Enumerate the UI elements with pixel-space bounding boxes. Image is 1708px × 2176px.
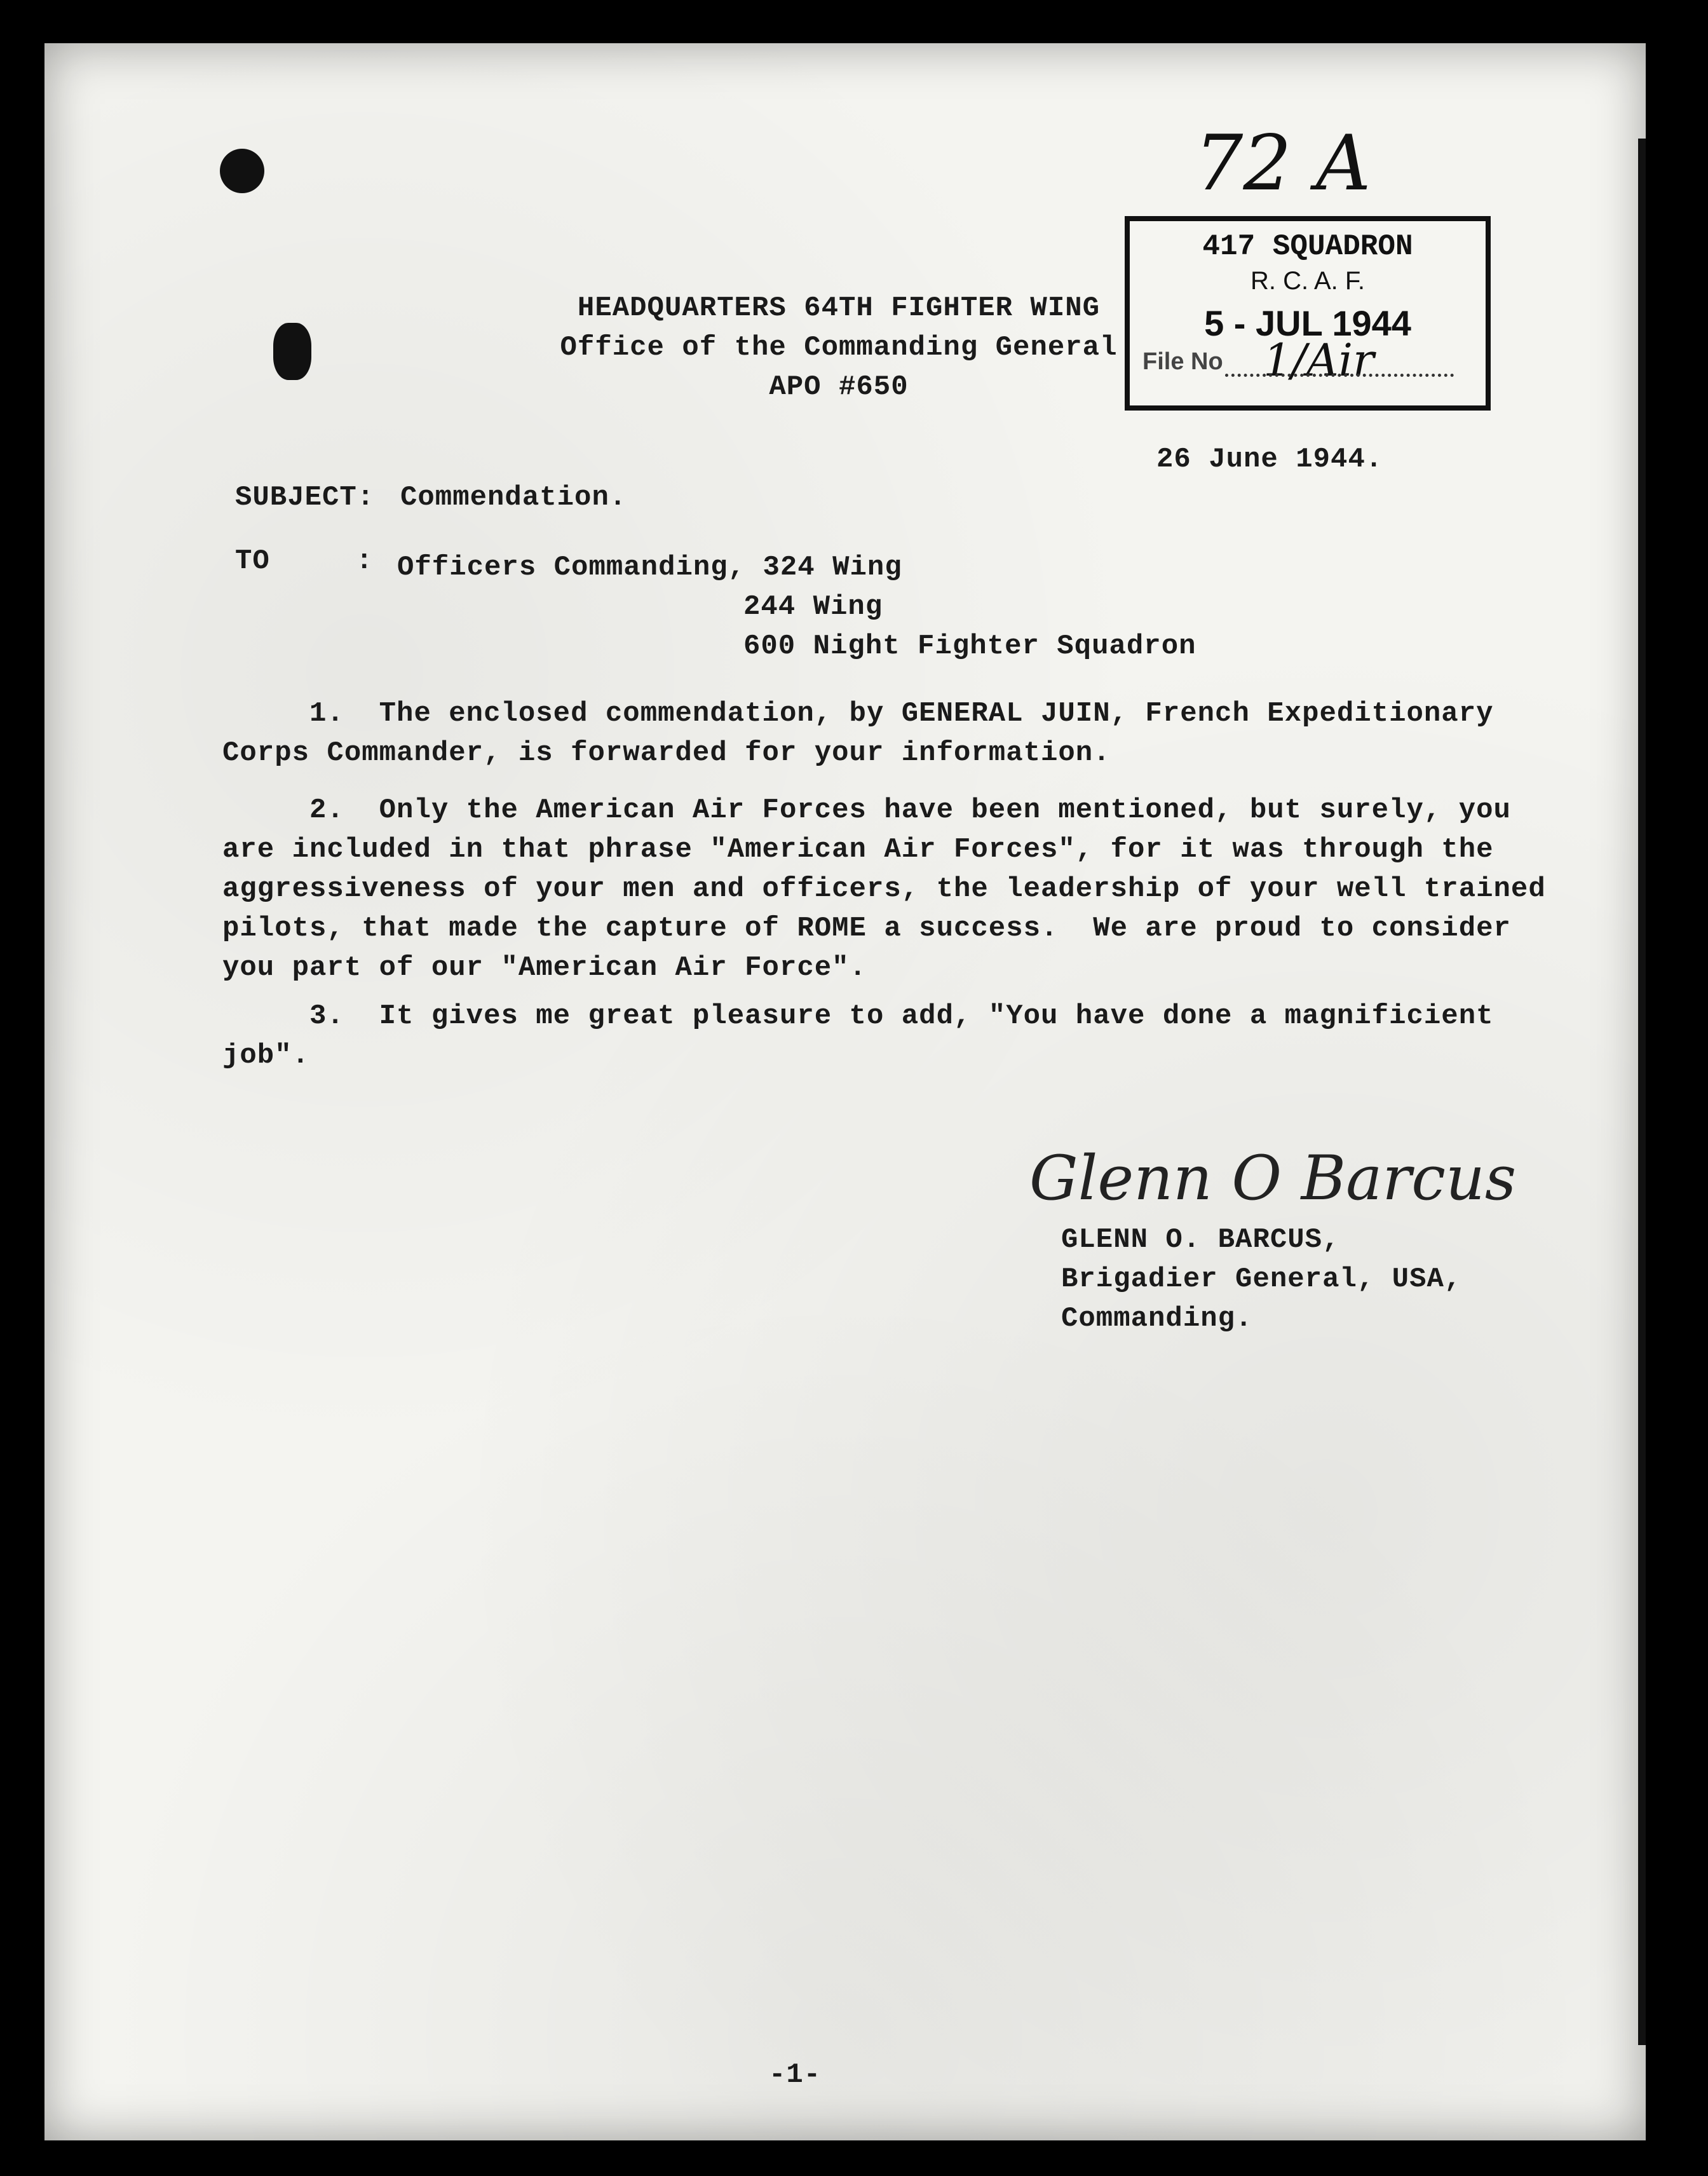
staple-mark xyxy=(273,323,311,380)
document-page xyxy=(44,43,1646,2140)
handwritten-file-mark: 72 A xyxy=(1195,119,1371,208)
paragraph-1: 1. The enclosed commendation, by GENERAL JUIN, French Expeditionary Corps Commander, is forwarded for your information. xyxy=(222,698,1494,769)
stamp-file-underline xyxy=(1225,374,1454,377)
to-line-1: Officers Commanding, 324 Wing xyxy=(397,552,902,583)
stamp-file-value: 1/Air xyxy=(1263,334,1374,386)
stamp-force: R. C. A. F. xyxy=(1250,267,1366,295)
letter-date: 26 June 1944. xyxy=(1156,444,1383,475)
subject-label: SUBJECT: xyxy=(235,482,375,513)
stamp-file-label: File No xyxy=(1142,348,1223,375)
paragraph-2: 2. Only the American Air Forces have been mentioned, but surely, you are included in that phrase "American Air Forces", for it was through the aggressiveness of your men and officers, the leadership of your well trained pilots, that made the capture of ROME a success. We are proud to consider you part of our "American Air Force". xyxy=(222,794,1546,984)
stamp-date: 5 - JUL 1944 xyxy=(1204,303,1411,343)
to-separator: : xyxy=(356,545,374,577)
signature-rank: Brigadier General, USA, xyxy=(1061,1263,1462,1295)
to-line-3: 600 Night Fighter Squadron xyxy=(743,630,1196,662)
handwritten-signature: Glenn O Barcus xyxy=(1029,1143,1517,1214)
signature-name: GLENN O. BARCUS, xyxy=(1061,1224,1340,1256)
subject-value: Commendation. xyxy=(400,482,627,513)
page-number: -1- xyxy=(769,2059,822,2091)
to-label: TO xyxy=(235,545,270,577)
header-line-1: HEADQUARTERS 64TH FIGHTER WING xyxy=(577,292,1101,324)
header-line-3: APO #650 xyxy=(769,371,909,403)
paragraph-3: 3. It gives me great pleasure to add, "You have done a magnificient job". xyxy=(222,1000,1494,1071)
stamp-unit: 417 SQUADRON xyxy=(1202,230,1413,263)
to-line-2: 244 Wing xyxy=(743,591,883,623)
page-edge-shadow xyxy=(1638,139,1646,2045)
header-line-2: Office of the Commanding General xyxy=(560,332,1118,364)
punch-hole-mark xyxy=(220,149,264,193)
signature-role: Commanding. xyxy=(1061,1303,1253,1335)
